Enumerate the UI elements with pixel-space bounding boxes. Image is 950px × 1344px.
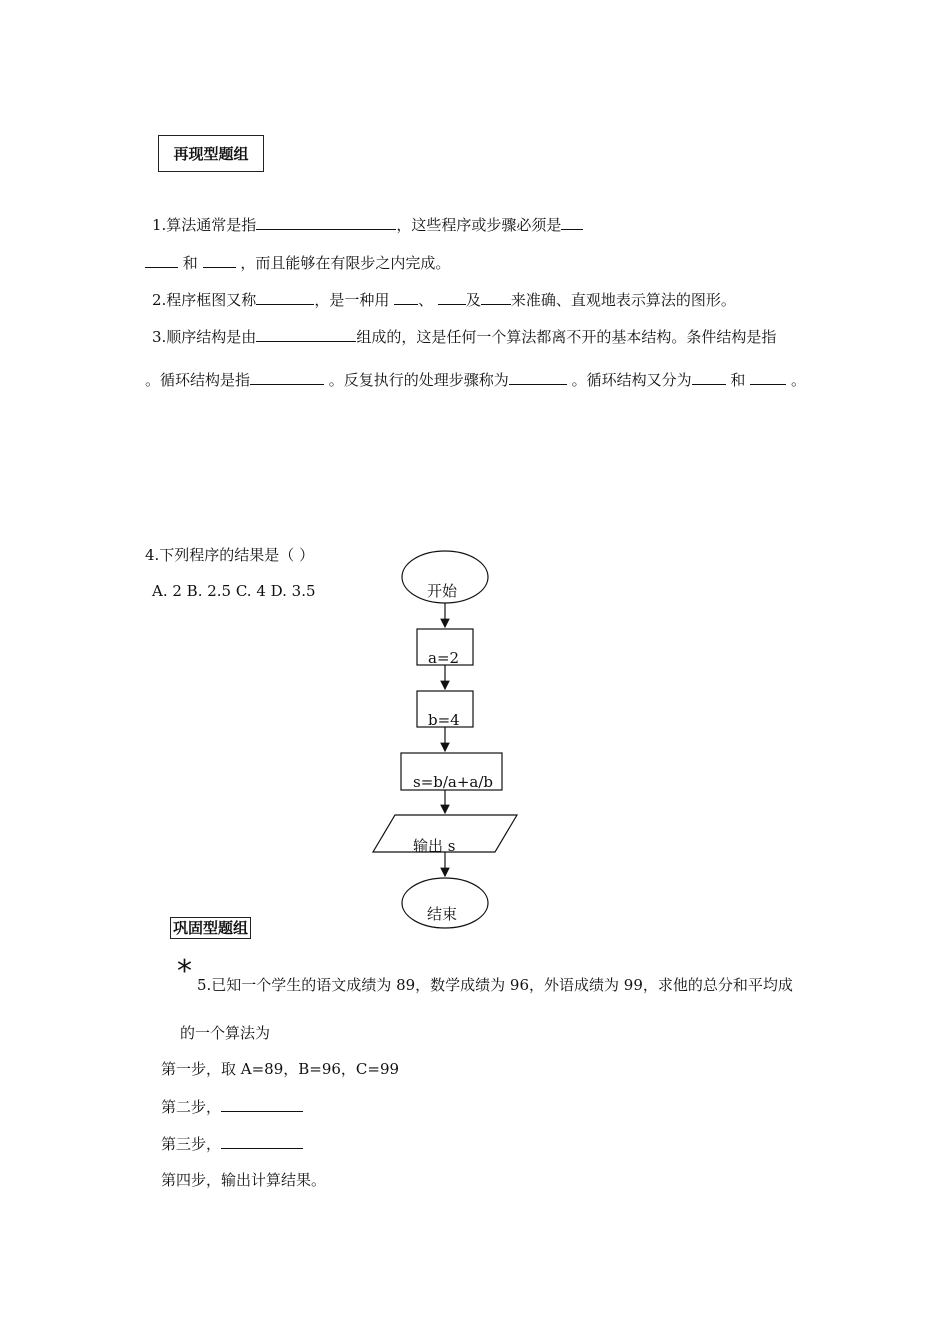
process-label-b: b=4 — [428, 711, 460, 729]
q1-text-c: 和 — [182, 254, 198, 272]
step-2-label: 第二步， — [161, 1098, 222, 1116]
question-4-stem: 4.下列程序的结果是（ ） — [145, 546, 315, 564]
output-label: 输出 s — [413, 837, 456, 855]
q3-text-a: 3.顺序结构是由 — [152, 328, 257, 346]
q2-text-d: 及 — [465, 291, 481, 309]
q2-text-a: 2.程序框图又称 — [152, 291, 257, 309]
q3-text-f: 和 — [730, 371, 746, 389]
q3-text-e: 。循环结构又分为 — [571, 371, 692, 389]
q3-text-d: 。反复执行的处理步骤称为 — [328, 371, 509, 389]
process-label-s: s=b/a+a/b — [413, 773, 494, 791]
blank — [221, 1133, 303, 1149]
q3-text-b: 组成的，这是任何一个算法都离不开的基本结构。条件结构是指 — [356, 328, 777, 346]
question-5-line-1: 5.已知一个学生的语文成绩为 89，数学成绩为 96，外语成绩为 99，求他的总分和平均成 — [197, 976, 793, 994]
question-5-step-4: 第四步，输出计算结果。 — [161, 1171, 327, 1189]
question-5-step-3 — [161, 1133, 303, 1154]
q2-text-c: 、 — [418, 291, 434, 309]
q1-text-a: 1.算法通常是指 — [152, 216, 257, 234]
section-title-consolidate: 巩固型题组 — [170, 917, 251, 939]
start-label: 开始 — [427, 582, 458, 600]
process-label-a: a=2 — [428, 649, 460, 667]
blank — [221, 1096, 303, 1112]
q1-text-b: ，这些程序或步骤必须是 — [396, 216, 562, 234]
question-5-step-1: 第一步，取 A=89，B=96，C=99 — [161, 1060, 400, 1078]
q3-text-g: 。 — [790, 371, 806, 389]
q2-text-b: ，是一种用 — [314, 291, 390, 309]
question-5-step-2 — [161, 1096, 303, 1117]
star-mark: * — [177, 954, 192, 989]
section-title-review: 再现型题组 — [158, 135, 264, 172]
q2-text-e: 来准确、直观地表示算法的图形。 — [510, 291, 736, 309]
q3-text-c: 。循环结构是指 — [145, 371, 251, 389]
question-5-line-2: 的一个算法为 — [180, 1024, 271, 1042]
end-label: 结束 — [427, 905, 458, 923]
q1-text-d: ，而且能够在有限步之内完成。 — [240, 254, 451, 272]
question-4-options: A. 2 B. 2.5 C. 4 D. 3.5 — [152, 582, 316, 600]
step-3-label: 第三步， — [161, 1135, 222, 1153]
